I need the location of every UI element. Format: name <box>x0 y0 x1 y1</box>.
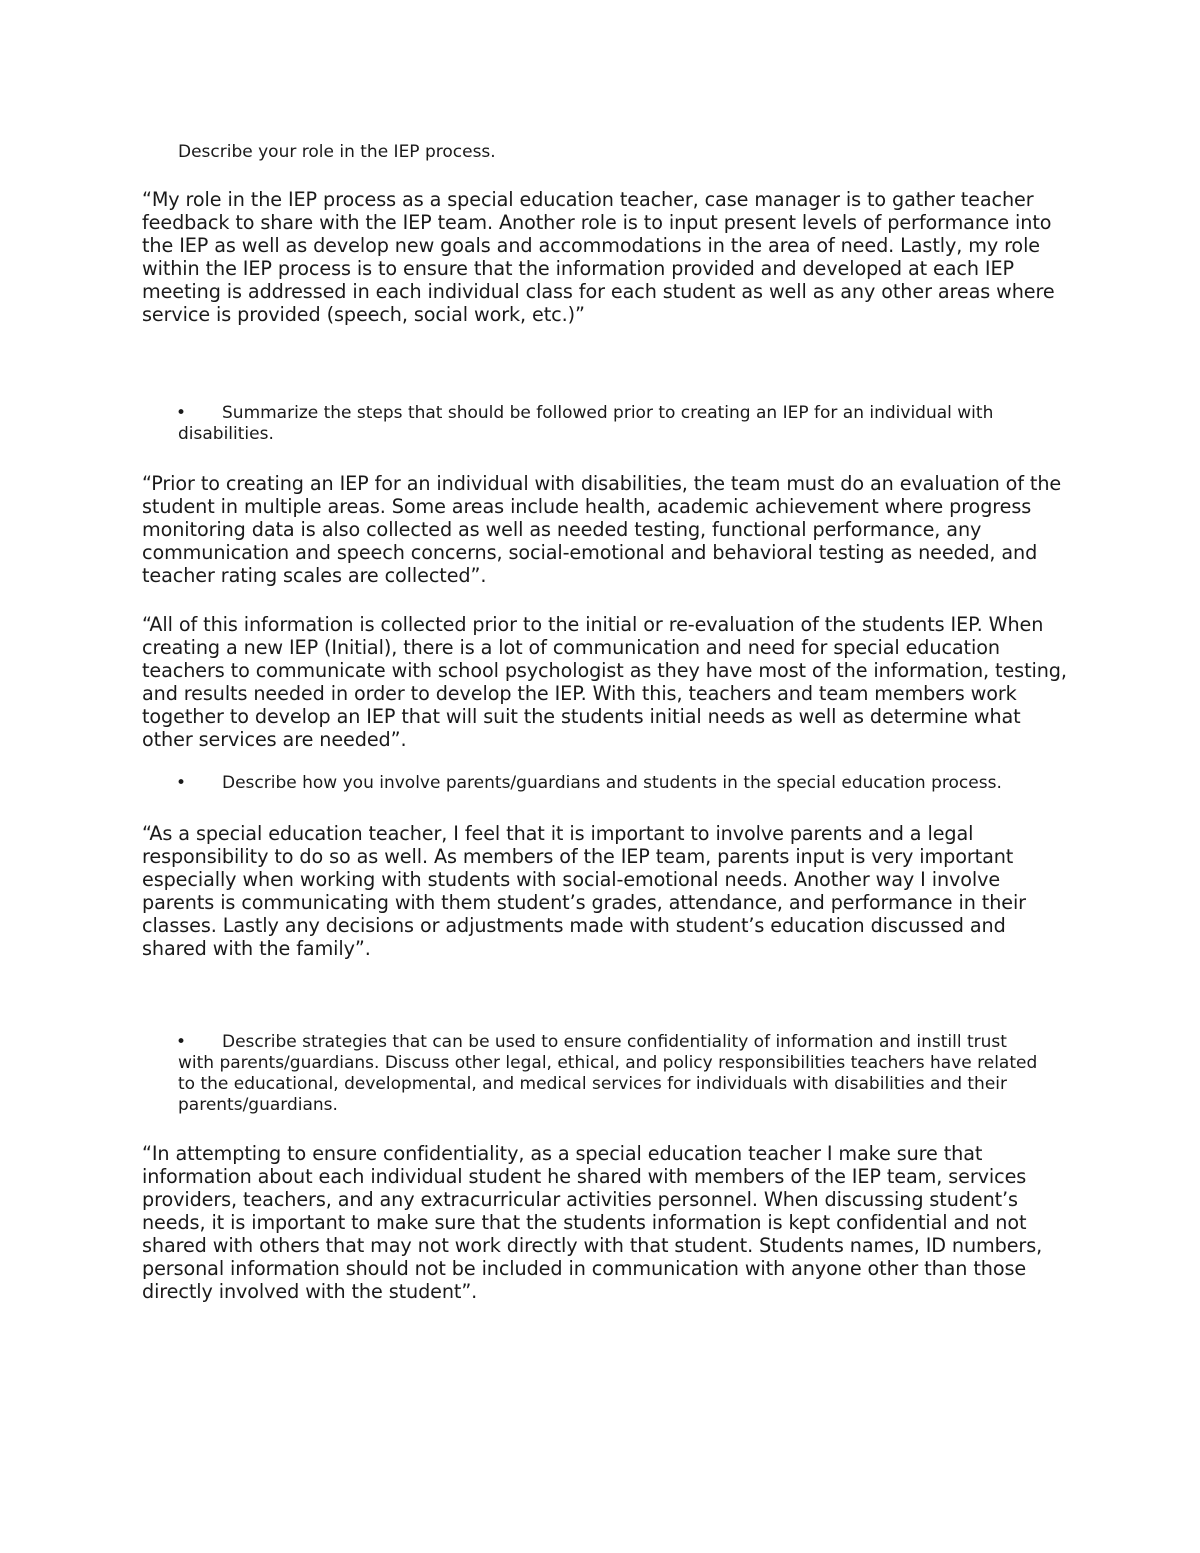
answer-confidentiality: “In attempting to ensure confidentiality, as a special education teacher I make sure that information about each individual student he shared with members of the IEP team, services providers, teachers, and any extracurricular activities personnel. When discussing student’s needs, it is important to make sure that the students information is kept confidential and not shared with others that may not work directly with that student. Students names, ID numbers, personal information should not be included in communication with anyone other than those directly involved with the student”. <box>142 1142 1043 1303</box>
bullet-text: Describe how you involve parents/guardians and students in the special education process. <box>222 773 1002 793</box>
bullet-icon: • <box>176 773 187 793</box>
bullet-question-steps-prior-to-iep <box>178 403 1048 445</box>
bullet-question-confidentiality <box>178 1032 1048 1116</box>
answer-steps-evaluation: “Prior to creating an IEP for an individual with disabilities, the team must do an evaluation of the student in multiple areas. Some areas include health, academic achievement where progress monitoring data is also collected as well as needed testing, functional performance, any communication and speech concerns, social-emotional and behavioral testing as needed, and teacher rating scales are collected”. <box>142 472 1062 587</box>
question-role-in-iep: Describe your role in the IEP process. <box>178 142 496 162</box>
bullet-text: Summarize the steps that should be followed prior to creating an IEP for an individual with disabilities. <box>178 403 994 444</box>
answer-steps-collection: “All of this information is collected prior to the initial or re-evaluation of the students IEP. When creating a new IEP (Initial), there is a lot of communication and need for special education teachers to communicate with school psychologist as they have most of the information, testing, and results needed in order to develop the IEP. With this, teachers and team members work together to develop an IEP that will suit the students initial needs as well as determine what other services are needed”. <box>142 613 1067 751</box>
bullet-icon: • <box>176 1032 187 1052</box>
bullet-question-involve-parents <box>178 773 1048 794</box>
answer-role-in-iep: “My role in the IEP process as a special education teacher, case manager is to gather teacher feedback to share with the IEP team. Another role is to input present levels of performance into the IEP as well as develop new goals and accommodations in the area of need. Lastly, my role within the IEP process is to ensure that the information provided and developed at each IEP meeting is addressed in each individual class for each student as well as any other areas where service is provided (speech, social work, etc.)” <box>142 188 1055 326</box>
bullet-icon: • <box>176 403 187 423</box>
bullet-text: Describe strategies that can be used to ensure confidentiality of information and instill trust with parents/guardians. Discuss other legal, ethical, and policy responsibilities teachers have related to the educational, developmental, and medical services for individuals with disabilities and their parents/guardians. <box>178 1032 1038 1115</box>
answer-involve-parents: “As a special education teacher, I feel that it is important to involve parents and a legal responsibility to do so as well. As members of the IEP team, parents input is very important especially when working with students with social-emotional needs. Another way I involve parents is communicating with them student’s grades, attendance, and performance in their classes. Lastly any decisions or adjustments made with student’s education discussed and shared with the family”. <box>142 822 1026 960</box>
